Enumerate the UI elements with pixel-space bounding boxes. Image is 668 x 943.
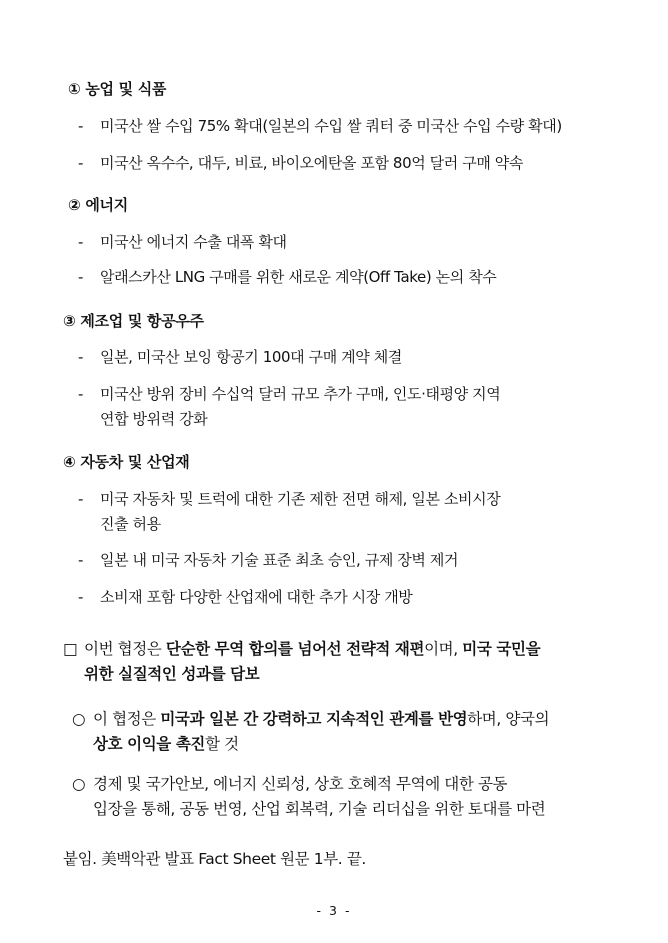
list-item-text: 미국산 방위 장비 수십억 달러 규모 추가 구매, 인도·태평양 지역 xyxy=(100,385,501,403)
summary-paragraph: □ 이번 협정은 단순한 무역 합의를 넘어선 전략적 재편이며, 미국 국민을 xyxy=(63,640,541,658)
section-heading-energy: ② 에너지 xyxy=(68,196,128,214)
page-number: - 3 - xyxy=(316,903,352,918)
list-item: - 미국산 에너지 수출 대폭 확대 xyxy=(78,233,287,251)
section-heading-automotive: ④ 자동차 및 산업재 xyxy=(63,453,190,471)
summary-continuation: 위한 실질적인 성과를 담보 xyxy=(84,665,260,683)
list-item-continuation: 연합 방위력 강화 xyxy=(100,410,208,428)
list-item-continuation: 진출 허용 xyxy=(100,515,161,533)
list-item-text: 소비재 포함 다양한 산업재에 대한 추가 시장 개방 xyxy=(100,588,413,606)
list-item: - 미국산 방위 장비 수십억 달러 규모 추가 구매, 인도·태평양 지역 xyxy=(78,385,501,403)
attachment-note: 붙임. 美백악관 발표 Fact Sheet 원문 1부. 끝. xyxy=(63,850,366,868)
circle-bullet-icon: ○ xyxy=(72,710,86,728)
list-item-text: 미국산 에너지 수출 대폭 확대 xyxy=(100,233,287,251)
list-item-text: 일본, 미국산 보잉 항공기 100대 구매 계약 체결 xyxy=(100,348,402,366)
list-item-text: 알래스카산 LNG 구매를 위한 새로운 계약(Off Take) 논의 착수 xyxy=(100,268,497,286)
circle-point: ○ 이 협정은 미국과 일본 간 강력하고 지속적인 관계를 반영하며, 양국의 xyxy=(72,710,550,728)
list-item: - 미국산 옥수수, 대두, 비료, 바이오에탄올 포함 80억 달러 구매 약속 xyxy=(78,154,523,172)
list-item: - 알래스카산 LNG 구매를 위한 새로운 계약(Off Take) 논의 착수 xyxy=(78,268,497,286)
list-item: - 미국산 쌀 수입 75% 확대(일본의 수입 쌀 쿼터 중 미국산 수입 수량 확대) xyxy=(78,117,562,135)
list-item: - 일본 내 미국 자동차 기술 표준 최초 승인, 규제 장벽 제거 xyxy=(78,551,459,569)
list-item-text: 일본 내 미국 자동차 기술 표준 최초 승인, 규제 장벽 제거 xyxy=(100,551,459,569)
circle-point: ○ 경제 및 국가안보, 에너지 신뢰성, 상호 호혜적 무역에 대한 공동 xyxy=(72,775,508,793)
section-heading-agriculture: ① 농업 및 식품 xyxy=(68,80,167,98)
circle-bullet-icon: ○ xyxy=(72,775,86,793)
list-item-text: 미국산 쌀 수입 75% 확대(일본의 수입 쌀 쿼터 중 미국산 수입 수량 확대) xyxy=(100,117,562,135)
list-item-text: 미국 자동차 및 트럭에 대한 기존 제한 전면 해제, 일본 소비시장 xyxy=(100,490,501,508)
list-item: - 미국 자동차 및 트럭에 대한 기존 제한 전면 해제, 일본 소비시장 xyxy=(78,490,501,508)
list-item: - 일본, 미국산 보잉 항공기 100대 구매 계약 체결 xyxy=(78,348,402,366)
circle-point-continuation: 입장을 통해, 공동 번영, 산업 회복력, 기술 리더십을 위한 토대를 마련 xyxy=(93,800,546,818)
list-item: - 소비재 포함 다양한 산업재에 대한 추가 시장 개방 xyxy=(78,588,413,606)
list-item-text: 미국산 옥수수, 대두, 비료, 바이오에탄올 포함 80억 달러 구매 약속 xyxy=(100,154,523,172)
circle-point-continuation: 상호 이익을 촉진할 것 xyxy=(93,735,239,753)
square-bullet-icon: □ xyxy=(63,640,78,658)
section-heading-manufacturing: ③ 제조업 및 항공우주 xyxy=(63,312,204,330)
